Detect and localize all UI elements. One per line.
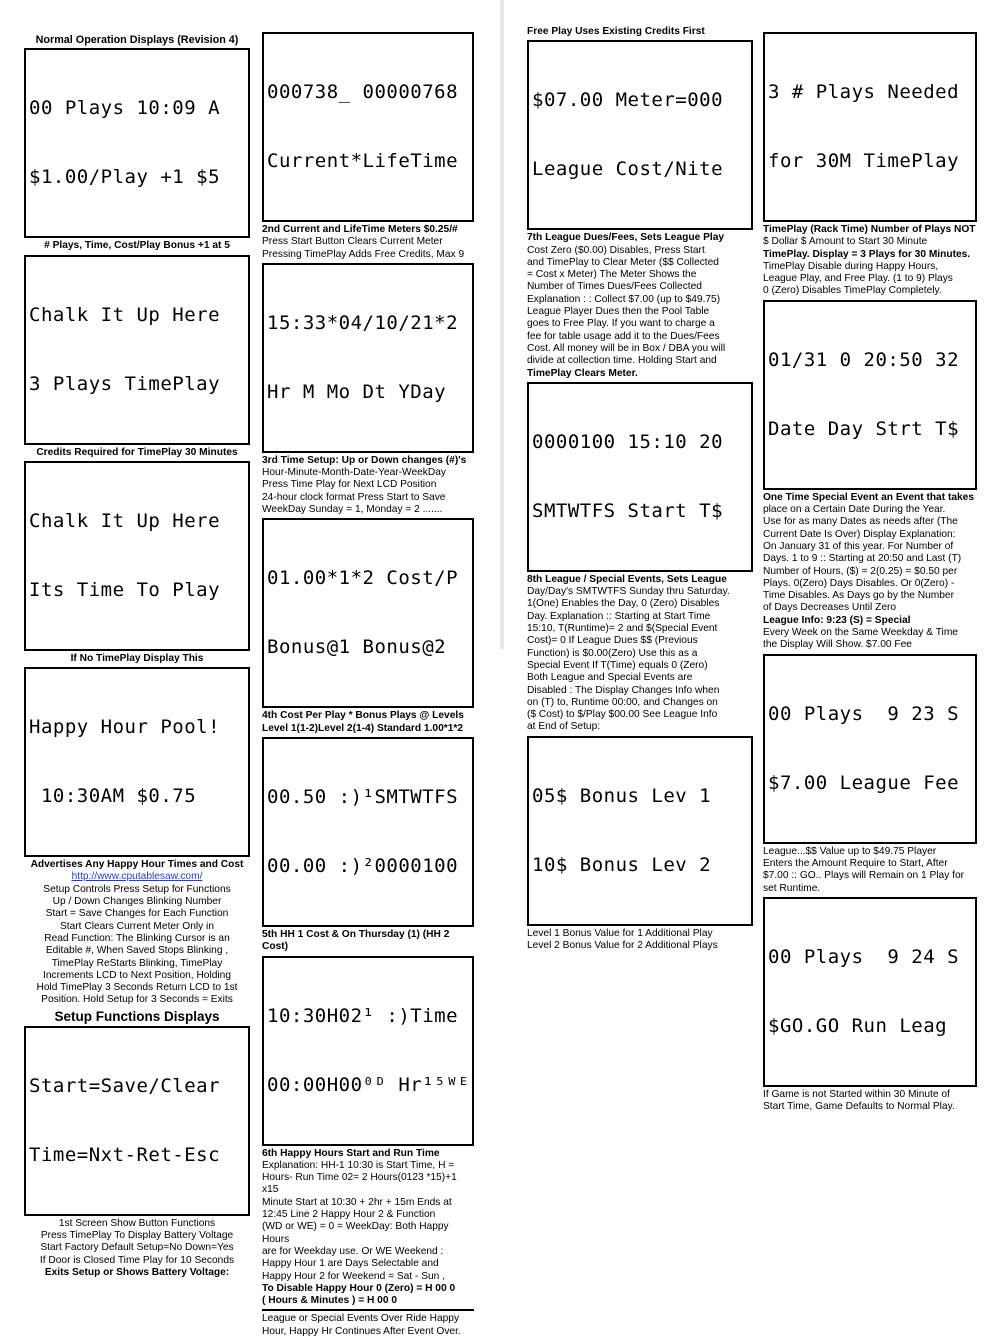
text-line: set Runtime. [763,882,821,894]
text-line: = Cost x Meter) The Meter Shows the [527,269,697,281]
text-line: (WD or WE) = 0 = WeekDay: Both Happy Hours [262,1221,449,1245]
text-line: Setup Controls Press Setup for Functions [43,883,231,895]
caption: If No TimePlay Display This [70,652,204,664]
lcd-happy-hour-cost [262,737,474,927]
lcd-line: $7.00 League Fee [768,771,960,794]
lcd-line: Chalk It Up Here [29,303,221,326]
column-3 [527,26,753,952]
text-line: Explanation : : Collect $7.00 (up to $49.75) [527,293,721,305]
happy-hours-text [262,1148,474,1338]
text-line: Start = Save Changes for Each Function [45,908,229,920]
lcd-line: Happy Hour Pool! [29,716,221,739]
text-line: 24-hour clock format Press Start to Save [262,491,446,503]
lcd-line: 00.00 :)²0000100 [267,854,459,877]
lcd-line: 15:33*04/10/21*2 [267,311,459,334]
text-line: One Time Special Event an Event that takes [763,491,974,503]
text-line: Cost)= 0 If League Dues $$ (Previous [527,635,698,647]
lcd-line: $07.00 Meter=000 [532,89,724,112]
text-line: Day. Explanation :: Starting at Start Time [527,610,711,622]
text-line: at End of Setup: [527,721,601,733]
lcd-line: Bonus@1 Bonus@2 [267,636,447,659]
caption: Advertises Any Happy Hour Times and Cost [30,859,244,871]
text-line: 12:45 Line 2 Happy Hour 2 & Function [262,1209,436,1221]
text-line: 4th Cost Per Play * Bonus Plays @ Levels [262,710,464,722]
lcd-bonus-levels [527,736,753,926]
lcd-line: 3 # Plays Needed [768,81,960,103]
lcd-line: Chalk It Up Here [29,509,221,532]
text-line: Every Week on the Same Weekday & Time [763,627,958,639]
lcd-line: 10:30H02¹ :)Time [267,1004,459,1027]
lcd-setup-buttons [24,1026,250,1216]
league-events-text [527,574,753,734]
text-line: Hour, Happy Hr Continues After Event Over. [262,1325,461,1337]
text-line: If Door is Closed Time Play for 10 Seconds [39,1254,235,1266]
text-line: Read Function: The Blinking Cursor is an [44,932,230,944]
caption: # Plays, Time, Cost/Play Bonus +1 at 5 [44,240,230,252]
text-line: WeekDay Sunday = 1, Monday = 2 ....... [262,504,443,516]
text-line: Current Date Is Over) Display Explanation: [763,528,956,540]
lcd-line: 10:30AM $0.75 [29,785,197,808]
lcd-line: 00:00H00⁰ᴰ Hr¹⁵ᵂᴱ [267,1073,470,1096]
setup-heading: Setup Functions Displays [54,1008,220,1024]
lcd-line: 00.50 :)¹SMTWTFS [267,785,459,808]
text-line: Press TimePlay To Display Battery Voltage [40,1230,234,1242]
lcd-line: $GO.GO Run Leag [768,1014,948,1037]
setup-tail-text [24,1218,250,1279]
text-line: League or Special Events Over Ride Happy [262,1313,460,1325]
cost-text [262,710,474,735]
lcd-happy-hour [24,667,250,857]
lcd-league-fee [763,654,977,844]
lcd-meters [262,32,474,222]
lcd-special-event-date [763,300,977,490]
text-line: 6th Happy Hours Start and Run Time [262,1147,440,1159]
text-line: TimePlay. Display = 3 Plays for 30 Minutes. [763,248,971,260]
text-line: Time Disables. As Days go by the Number [763,590,954,602]
text-line: 7th League Dues/Fees, Sets League Play [527,232,725,244]
text-line: Up / Down Changes Blinking Number [52,896,222,908]
text-line: the Display Will Show. $7.00 Fee [763,639,912,651]
text-line: If Game is not Started within 30 Minute of [763,1088,950,1100]
lcd-go-run-league [763,897,977,1087]
text-line: Explanation: HH-1 10:30 is Start Time, H = [262,1159,455,1171]
lcd-line: 00 Plays 9 24 S [768,945,960,968]
text-line: Happy Hour 1 are Days Selectable and [262,1258,439,1270]
text-line: League Play, and Free Play. (1 to 9) Plays [763,273,953,285]
text-line: 1(One) Enables the Day, 0 (Zero) Disables [527,598,720,610]
text-line: $7.00 :: GO.. Plays will Remain on 1 Play for [763,870,965,882]
text-line: Start Clears Current Meter Only in [60,920,214,932]
text-line: League Player Dues then the Pool Table [527,306,710,318]
lcd-line: Current*LifeTime [267,150,459,172]
lcd-league-cost [527,40,753,230]
text-line: Level 1 Bonus Value for 1 Additional Play [527,927,713,939]
text-line: Both League and Special Events are [527,672,693,684]
text-line: $ Dollar $ Amount to Start 30 Minute [763,236,928,248]
lcd-line: 0000100 15:10 20 [532,430,724,453]
text-line: Press Time Play for Next LCD Position [262,479,437,491]
text-line: Hour-Minute-Month-Date-Year-WeekDay [262,467,447,479]
timeplay-text [763,224,977,298]
text-line: Level 1(1-2)Level 2(1-4) Standard 1.00*1*2 [262,722,464,734]
caption: Credits Required for TimePlay 30 Minutes [36,446,238,458]
text-line: Position. Hold Setup for 3 Seconds = Exits [41,994,233,1006]
text-line: place on a Certain Date During the Year. [763,504,946,516]
lcd-line: Hr M Mo Dt YDay [267,380,447,403]
lcd-line: 05$ Bonus Lev 1 [532,784,712,807]
lcd-line: League Cost/Nite [532,158,724,181]
league-fee-text [763,846,977,895]
text-line: Cost Zero ($0.00) Disables, Press Start [527,244,705,256]
text-line: Start Factory Default Setup=No Down=Yes [40,1242,234,1254]
lcd-line: 000738_ 00000768 [267,81,459,103]
bonus-text [527,928,753,953]
lcd-line: 3 Plays TimePlay [29,372,221,395]
lcd-line: 10$ Bonus Lev 2 [532,853,712,876]
text-line: Press Start Button Clears Current Meter [262,236,443,248]
website-link[interactable]: http://www.cputablesaw.com/ [71,871,203,883]
text-line: Special Event If T(Time) equals 0 (Zero) [527,659,708,671]
lcd-line: 01.00*1*2 Cost/P [267,567,459,590]
lcd-line: for 30M TimePlay [768,150,960,172]
text-line: goes to Free Play. If you want to charge a [527,318,715,330]
text-line: Exits Setup or Shows Battery Voltage: [44,1266,230,1278]
lcd-line: 00 Plays 10:09 A [29,97,221,120]
text-line: Pressing TimePlay Adds Free Credits, Max 9 [262,248,465,260]
text-line: On January 31 of this year. For Number of [763,540,954,552]
lcd-cost-per-play [262,518,474,708]
text-line: Enters the Amount Require to Start, After [763,857,948,869]
lcd-line: Time=Nxt-Ret-Esc [29,1143,221,1166]
text-line: ( Hours & Minutes ) = H 00 0 [262,1295,398,1307]
text-line: Cost. All money will be in Box / DBA you will [527,342,726,354]
text-line: 15:10, T(Runtime)= 2 and $(Special Event [527,623,718,635]
text-line: Function) is $0.00(Zero) Use this as a [527,647,698,659]
lcd-line: Date Day Strt T$ [768,417,960,440]
lcd-normal-plays [24,48,250,238]
text-line: Hold TimePlay 3 Seconds Return LCD to 1st [36,982,238,994]
page-title: Normal Operation Displays (Revision 4) [35,34,239,46]
special-event-text [763,492,977,652]
lcd-chalk-timeplay [24,255,250,445]
text-line: 0 (Zero) Disables TimePlay Completely. [763,285,942,297]
lcd-line: $1.00/Play +1 $5 [29,166,221,189]
text-line: To Disable Happy Hour 0 (Zero) = H 00 0 [262,1282,456,1294]
lcd-plays-needed [763,32,977,222]
column-1 [24,34,250,1279]
lcd-chalk-time-to-play [24,461,250,651]
text-line: are for Weekday use. Or WE Weekend : [262,1245,444,1257]
lcd-happy-hour-time [262,956,474,1146]
text-line: Start Time, Game Defaults to Normal Play. [763,1101,955,1113]
text-line: Use for as many Dates as needs after (The [763,516,958,528]
free-play-note: Free Play Uses Existing Credits First [527,26,705,37]
text-line: fee for table usage add it to the Dues/Fees [527,330,720,342]
text-line: League...$$ Value up to $49.75 Player [763,845,937,857]
text-line: Days. 1 to 9 :: Starting at 20:50 and Last (T) [763,553,962,565]
league-dues-text [527,232,753,380]
text-line: 1st Screen Show Button Functions [58,1217,216,1229]
text-line: Day/Day's SMTWTFS Sunday thru Saturday. [527,586,730,598]
text-line: Hours- Run Time 02= 2 Hours(0123 *15)+1 x15 [262,1172,457,1196]
text-line: TimePlay Disable during Happy Hours, [763,260,939,272]
lcd-league-days [527,382,753,572]
text-line: Number of Times Dues/Fees Collected [527,281,702,293]
divider-line [262,1309,474,1311]
text-line: 3rd Time Setup: Up or Down changes (#)'s [262,454,467,466]
lcd-line: 01/31 0 20:50 32 [768,348,960,371]
lcd-line: 00 Plays 9 23 S [768,702,960,725]
text-line: ($ Cost) to $/Play $00.00 See League Info [527,709,718,721]
text-line: TimePlay Clears Meter. [527,367,638,379]
column-4 [763,30,977,1113]
meters-text [262,224,474,261]
setup-controls-text [24,884,250,1007]
text-line: TimePlay ReStarts Blinking, TimePlay [51,957,223,969]
text-line: of Days Decreases Until Zero [763,602,897,614]
lcd-line: Its Time To Play [29,578,221,601]
text-line: Minute Start at 10:30 + 2hr + 15m Ends at [262,1196,452,1208]
lcd-line: SMTWTFS Start T$ [532,499,724,522]
text-line: 2nd Current and LifeTime Meters $0.25/# [262,224,458,235]
text-line: Editable #, When Saved Stops Blinking , [45,945,229,957]
text-line: 5th HH 1 Cost & On Thursday (1) (HH 2 Cost) [262,928,450,953]
lcd-time-setup [262,263,474,453]
text-line: and TimePlay to Clear Meter ($$ Collected [527,256,719,268]
text-line: Increments LCD to Next Position, Holding [43,969,231,981]
text-line: TimePlay (Rack Time) Number of Plays NOT [763,224,976,235]
column-2 [262,30,474,1338]
text-line: 8th League / Special Events, Sets League [527,573,727,585]
default-play-text [763,1089,977,1114]
text-line: League Info: 9:23 (S) = Special [763,614,911,626]
text-line: divide at collection time. Holding Start and [527,355,717,367]
page-gutter [500,0,504,649]
text-line: Plays. 0(Zero) Days Disables. Or 0(Zero) - [763,577,955,589]
time-setup-text [262,455,474,516]
text-line: Number of Hours, ($) = 2(0.25) = $0.50 per [763,565,958,577]
text-line: Happy Hour 2 for Weekend = Sat - Sun , [262,1270,446,1282]
text-line: on (T) to, Runtime 00:00, and Changes on [527,696,718,708]
lcd-line: Start=Save/Clear [29,1074,221,1097]
text-line: Level 2 Bonus Value for 2 Additional Plays [527,940,718,952]
text-line: Disabled : The Display Changes Info when [527,684,720,696]
